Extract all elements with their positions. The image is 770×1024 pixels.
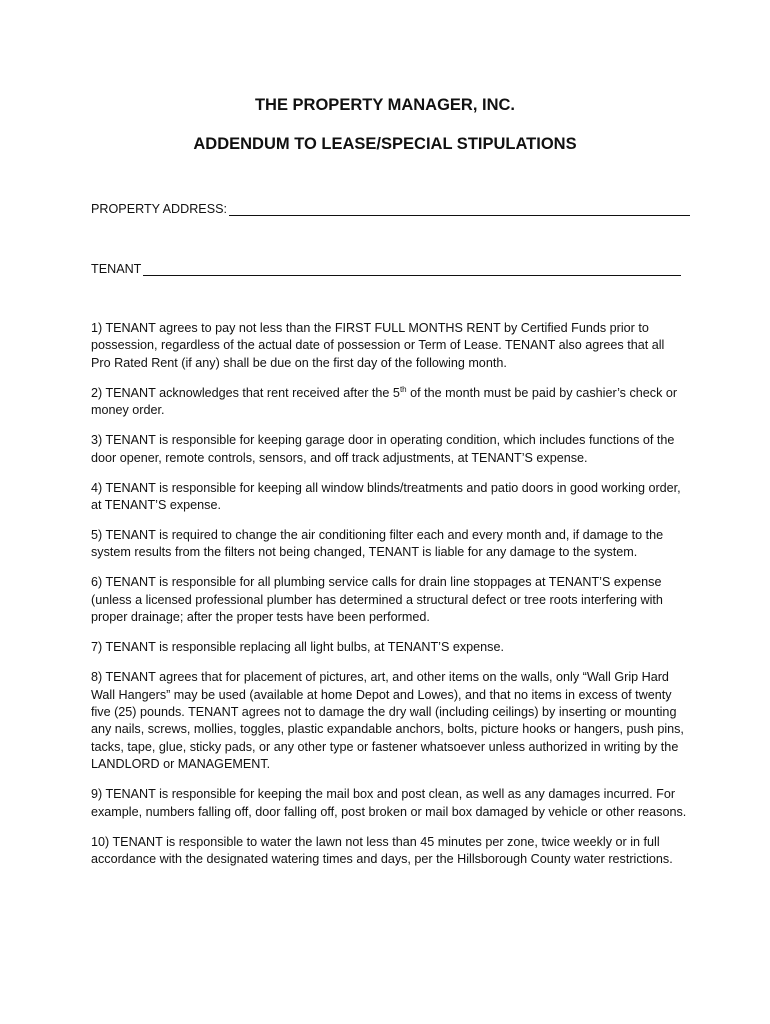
tenant-blank[interactable] [143, 262, 681, 276]
clause-3: 3) TENANT is responsible for keeping garage door in operating condition, which includes functions of the door opener, remote controls, sensors, and off track adjustments, at TENANT’S expense. [91, 433, 675, 465]
clause-8: 8) TENANT agrees that for placement of pictures, art, and other items on the walls, only “Wall Grip Hard Wall Hangers” may be used (available at home Depot and Lowes), and that no items in excess of twenty five (25) pounds. TENANT agrees not to damage the dry wall (including ceilings) by inserting or mounting any nails, screws, mollies, toggles, plastic expandable anchors, bolts, picture hooks or hangers, push pins, tacks, tape, glue, sticky pads, or any other type or fastener whatsoever unless authorized in writing by the LANDLORD or MANAGEMENT. [91, 670, 684, 772]
clause-4: 4) TENANT is responsible for keeping all window blinds/treatments and patio doors in good working order, at TENANT’S expense. [91, 480, 681, 513]
property-address-field[interactable] [91, 202, 690, 216]
company-name: THE PROPERTY MANAGER, INC. [254, 96, 516, 114]
document-title: ADDENDUM TO LEASE/SPECIAL STIPULATIONS [193, 135, 577, 153]
clause-9: 9) TENANT is responsible for keeping the mail box and post clean, as well as any damages incurred. For example, numbers falling off, door falling off, post broken or mail box damaged by vehicle or other reasons. [91, 787, 687, 819]
clause-6: 6) TENANT is responsible for all plumbing service calls for drain line stoppages at TENANT’S expense (unless a licensed professional plumber has determined a structural defect or tree roots interfering with proper drainage; after the proper tests have been performed. [91, 575, 663, 625]
tenant-label: TENANT [91, 262, 142, 276]
property-address-blank[interactable] [229, 202, 690, 216]
clause-5: 5) TENANT is required to change the air conditioning filter each and every month and, if damage to the system results from the filters not being changed, TENANT is liable for any damage to the system. [91, 528, 664, 560]
tenant-field[interactable] [91, 262, 681, 276]
clause-2-text-rest: of the month must be paid by cashier’s check or money order. [91, 385, 678, 418]
clause-1: 1) TENANT agrees to pay not less than the FIRST FULL MONTHS RENT by Certified Funds prior to possession, regardless of the actual date of possession or Term of Lease. TENANT also agrees that all Pro Rated Rent (if any) shall be due on the first day of the following month. [91, 321, 665, 370]
clause-2 [91, 385, 687, 420]
clause-2-superscript: th [399, 384, 407, 394]
property-address-label: PROPERTY ADDRESS: [91, 202, 228, 216]
clause-2-text: 2) TENANT acknowledges that rent received after the 5 [91, 385, 400, 400]
clause-7: 7) TENANT is responsible replacing all light bulbs, at TENANT’S expense. [91, 640, 504, 655]
clause-10: 10) TENANT is responsible to water the lawn not less than 45 minutes per zone, twice weekly or in full accordance with the designated watering times and days, per the Hillsborough County water restrictions. [91, 834, 673, 867]
clause-list [91, 320, 687, 881]
